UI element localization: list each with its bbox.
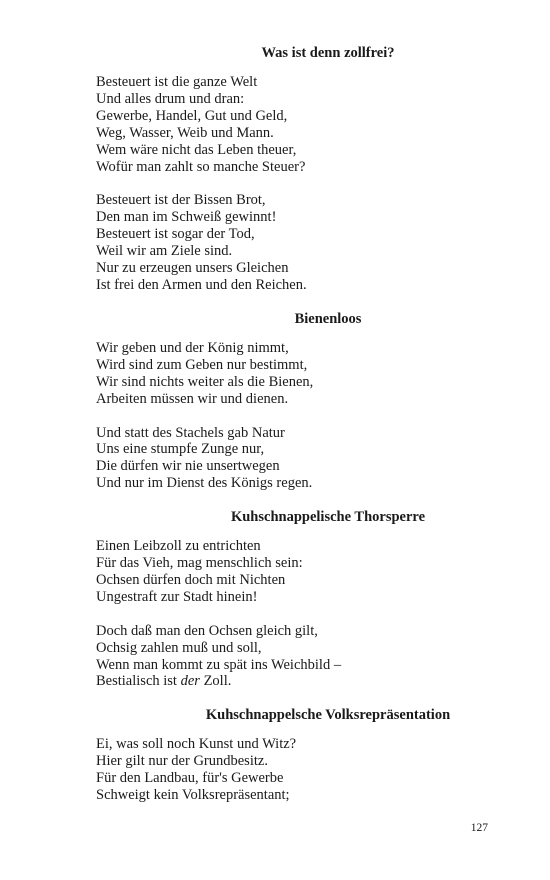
- verse-line: Und nur im Dienst des Königs regen.: [96, 475, 313, 492]
- verse-line: Hier gilt nur der Grundbesitz.: [96, 753, 268, 770]
- verse-line: Doch daß man den Ochsen gleich gilt,: [96, 622, 318, 639]
- stanza: [96, 736, 496, 804]
- verse-line: Wir sind nichts weiter als die Bienen,: [96, 373, 314, 390]
- poem-kuhschnappelische-thorsperre: [96, 508, 496, 690]
- verse-line: Die dürfen wir nie unsertwegen: [96, 458, 280, 475]
- stanza: [96, 74, 496, 175]
- verse-line: Und alles drum und dran:: [96, 90, 245, 107]
- verse-line-mixed: [96, 673, 496, 690]
- stanza: [96, 340, 496, 408]
- verse-line: Ungestraft zur Stadt hinein!: [96, 588, 258, 605]
- verse-line: Ochsig zahlen muß und soll,: [96, 639, 262, 656]
- poem-title: Kuhschnappelische Thorsperre: [230, 509, 426, 526]
- stanza: [96, 192, 496, 293]
- verse-line: Für das Vieh, mag menschlich sein:: [96, 555, 303, 572]
- verse-line: Wir geben und der König nimmt,: [96, 339, 289, 356]
- stanza: [96, 425, 496, 493]
- verse-line: Weg, Wasser, Weib und Mann.: [96, 124, 274, 141]
- verse-line: Besteuert ist sogar der Tod,: [96, 226, 255, 243]
- verse-line: Und statt des Stachels gab Natur: [96, 424, 285, 441]
- verse-line: Wird sind zum Geben nur bestimmt,: [96, 356, 308, 373]
- verse-line: Einen Leibzoll zu entrichten: [96, 538, 261, 555]
- verse-line: Den man im Schweiß gewinnt!: [96, 209, 277, 226]
- stanza: [96, 623, 496, 691]
- verse-text: Bestialisch ist: [96, 673, 181, 690]
- verse-line: Arbeiten müssen wir und dienen.: [96, 390, 289, 407]
- verse-line: Wenn man kommt zu spät ins Weichbild –: [96, 656, 342, 673]
- verse-line: Gewerbe, Handel, Gut und Geld,: [96, 107, 288, 124]
- poem-title: Bienenloos: [294, 310, 362, 327]
- verse-line: Schweigt kein Volksrepräsentant;: [96, 787, 290, 804]
- page-number: 127: [470, 822, 488, 834]
- poem-bienenloos: [96, 310, 496, 492]
- verse-line: Wofür man zahlt so manche Steuer?: [96, 158, 306, 175]
- verse-line: Uns eine stumpfe Zunge nur,: [96, 441, 265, 458]
- verse-line: Wem wäre nicht das Leben theuer,: [96, 141, 297, 158]
- verse-line: Ist frei den Armen und den Reichen.: [96, 276, 307, 293]
- verse-line: Besteuert ist die ganze Welt: [96, 74, 258, 90]
- verse-line: Für den Landbau, für's Gewerbe: [96, 770, 284, 787]
- verse-line: Ei, was soll noch Kunst und Witz?: [96, 736, 297, 753]
- emphasized-word: der: [180, 673, 200, 690]
- poem-kuhschnappelsche-volksrepraesentation: [96, 706, 496, 804]
- verse-text: Zoll.: [199, 673, 232, 690]
- verse-line: Weil wir am Ziele sind.: [96, 243, 233, 260]
- verse-line: Besteuert ist der Bissen Brot,: [96, 192, 266, 209]
- poem-was-ist-denn-zollfrei: [96, 44, 496, 294]
- page-body: [96, 44, 496, 808]
- verse-line: Nur zu erzeugen unsers Gleichen: [96, 260, 289, 277]
- poem-title: Was ist denn zollfrei?: [261, 45, 395, 61]
- poem-title: Kuhschnappelsche Volksrepräsentation: [205, 707, 451, 724]
- stanza: [96, 538, 496, 606]
- verse-line: Ochsen dürfen doch mit Nichten: [96, 571, 286, 588]
